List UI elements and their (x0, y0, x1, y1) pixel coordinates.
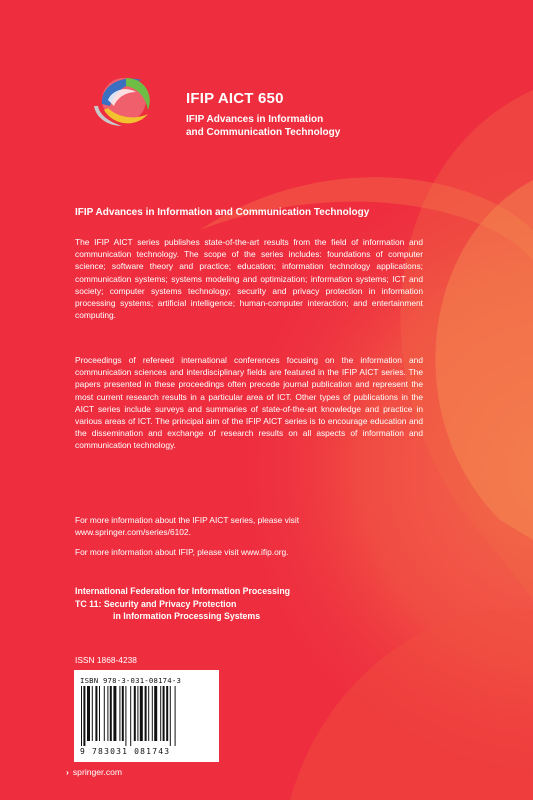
barcode-bar (166, 686, 168, 741)
chevron-right-icon: › (66, 767, 69, 777)
barcode-bar (154, 686, 157, 741)
barcode-bar (122, 686, 124, 741)
tc-line: TC 11: Security and Privacy Protection (75, 598, 237, 609)
isbn-barcode (74, 670, 219, 762)
barcode-bar (125, 686, 126, 746)
ifip-committee-block (75, 585, 455, 623)
barcode-bar (107, 686, 108, 741)
springer-link-label: springer.com (72, 767, 123, 777)
series-info-line: For more information about the IFIP AICT series, please visit (75, 515, 300, 525)
series-url-link[interactable]: www.springer.com/series/6102. (75, 527, 191, 538)
barcode-bar (130, 686, 131, 746)
barcode-bar (110, 686, 112, 741)
barcode-bar (104, 686, 105, 741)
series-name (186, 113, 386, 139)
barcode-bar (119, 686, 120, 741)
proceedings-paragraph: Proceedings of refereed international conferences focusing on the information and communication sciences and interdisciplinary fields are featured in the IFIP AICT series. The papers presented in these proceedings often precede journal publication and represent the most current research results in a particular area of ICT. Other types of publications in the AICT series include surveys and summaries of state-of-the-art knowledge and practice in various areas of ICT. The principal aim of the IFIP AICT series is to encourage education and the dissemination and exchange of research results on all aspects of information and communication technology. (75, 355, 423, 451)
series-title-block (186, 90, 386, 139)
main-heading: IFIP Advances in Information and Communication Technology (75, 207, 370, 218)
barcode-bar (81, 686, 82, 746)
barcode-bar (152, 686, 153, 741)
barcode-bar (140, 686, 143, 741)
barcode-bar (113, 686, 116, 741)
barcode-bar (137, 686, 138, 741)
series-code: IFIP AICT 650 (186, 90, 284, 107)
series-description-paragraph: The IFIP AICT series publishes state-of-the-art results from the field of information and communication technology. The scope of the series includes: foundations of computer science; software theory and practice; education; information technology applications; communication systems; systems modeling and optimization; information systems; ICT and society; computer systems technology; security and privacy protection in information processing systems; artificial intelligence; human-computer interaction; and entertainment computing. (75, 237, 423, 321)
series-name-line1: IFIP Advances in Information (186, 114, 324, 125)
ifip-info-text: For more information about IFIP, please visit www.ifip.org. (75, 547, 289, 557)
barcode-bar (83, 686, 85, 746)
barcode-bar (92, 686, 93, 741)
barcode-bar (87, 686, 90, 741)
tc-line-continued: in Information Processing Systems (113, 611, 261, 621)
isbn-label: ISBN 978-3-031-08174-3 (80, 676, 182, 685)
barcode-bar (160, 686, 161, 741)
barcode-bar (148, 686, 149, 741)
barcode-bar (175, 686, 176, 746)
series-info-text (75, 514, 435, 538)
ifip-logo-icon (92, 70, 164, 130)
barcode-bar (145, 686, 147, 741)
barcode-digits: 9 783031 081743 (80, 747, 171, 756)
issn-number: ISSN 1868-4238 (75, 655, 137, 665)
barcode-bar (163, 686, 165, 741)
barcode-bar (99, 686, 100, 741)
barcode-bar (170, 686, 171, 746)
barcode-bars (80, 686, 213, 746)
springer-link[interactable] (66, 767, 122, 777)
series-name-line2: and Communication Technology (186, 127, 341, 138)
barcode-bar (95, 686, 97, 741)
barcode-bar (134, 686, 136, 741)
ifip-federation-name: International Federation for Information Processing (75, 586, 291, 596)
